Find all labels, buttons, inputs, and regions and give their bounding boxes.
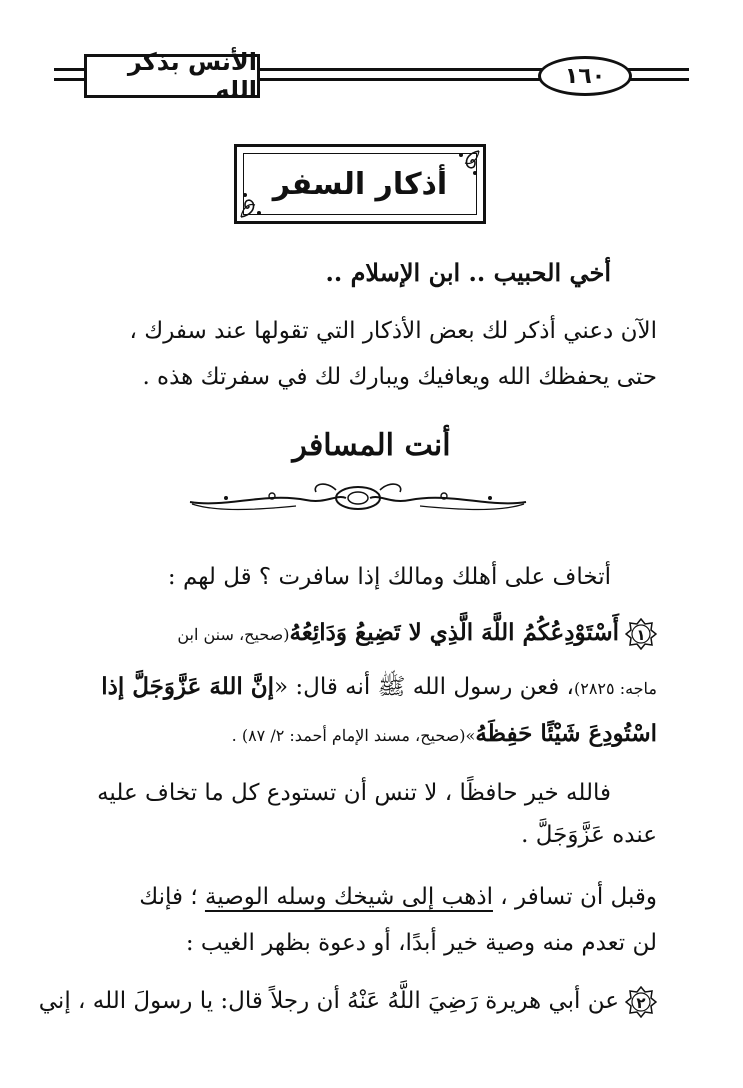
header-page-number (538, 56, 632, 96)
para3-text-a: وقبل أن تسافر ، (492, 884, 657, 910)
number-badge-icon (625, 618, 657, 650)
chapter-title-text: أذكار السفر (272, 166, 448, 202)
item-2-text: عن أبي هريرة رَضِيَ اللَّهُ عَنْهُ أن رجلاً قال: يا رسولَ الله ، إني (38, 988, 619, 1014)
para2-line-1: فالله خير حافظًا ، لا تنس أن تستودع كل ما تخاف عليه (97, 780, 611, 806)
chapter-title (243, 153, 477, 215)
book-title-text: الأنس بذكر الله (127, 48, 257, 104)
hadith-ref: »(صحيح، مسند الإمام أحمد: ٢/ ٨٧) . (231, 726, 476, 745)
page-number-text: ١٦٠ (564, 63, 606, 89)
para2-line-2: عنده عَزَّوَجَلَّ . (521, 822, 657, 848)
item-1-dua: أَسْتَوْدِعُكُمُ اللَّهَ الَّذِي لا تَضِيعُ وَدَائِعُهُ (289, 619, 619, 646)
item-1-line-1 (177, 618, 657, 650)
hadith-text-b: اسْتُودِعَ شَيْئًا حَفِظَهُ (475, 720, 657, 747)
greeting-line: أخي الحبيب .. ابن الإسلام .. (325, 258, 611, 287)
para3-line-2: لن تعدم منه وصية خير أبدًا، أو دعوة بظهر الغيب : (185, 930, 657, 956)
item-1-ref: (صحيح، سنن ابن (177, 625, 290, 644)
intro-line-2: حتى يحفظك الله ويعافيك ويبارك لك في سفرتك هذه . (142, 364, 657, 390)
item-1-line-2 (101, 672, 657, 706)
para3-underlined: اذهب إلى شيخك وسله الوصية (204, 884, 493, 910)
item-2-line-1 (39, 986, 657, 1018)
item-1-ref-cont: ماجه: ٢٨٢٥) (573, 679, 657, 698)
item-1-continuation: ، فعن رسول الله ﷺ أنه قال: « (274, 674, 574, 700)
header-book-title (84, 48, 260, 104)
section-title: أنت المسافر (292, 428, 451, 463)
item-1-line-3 (232, 720, 657, 747)
number-badge-icon (625, 986, 657, 1018)
intro-line-1: الآن دعني أذكر لك بعض الأذكار التي تقولها عند سفرك ، (129, 318, 657, 344)
hadith-text-a: إنَّ اللهَ عَزَّوَجَلَّ إذا (101, 673, 275, 700)
chapter-title-frame (234, 144, 486, 224)
para3-line-1 (139, 884, 657, 910)
decorative-divider-icon (186, 478, 530, 518)
item-2-number: ٢ (636, 994, 646, 1012)
question-line: أتخاف على أهلك ومالك إذا سافرت ؟ قل لهم : (167, 564, 611, 590)
para3-text-c: ؛ فإنك (139, 884, 205, 910)
corner-ornament-icon (239, 185, 273, 219)
corner-ornament-icon (447, 149, 481, 183)
item-1-number: ١ (636, 626, 646, 644)
